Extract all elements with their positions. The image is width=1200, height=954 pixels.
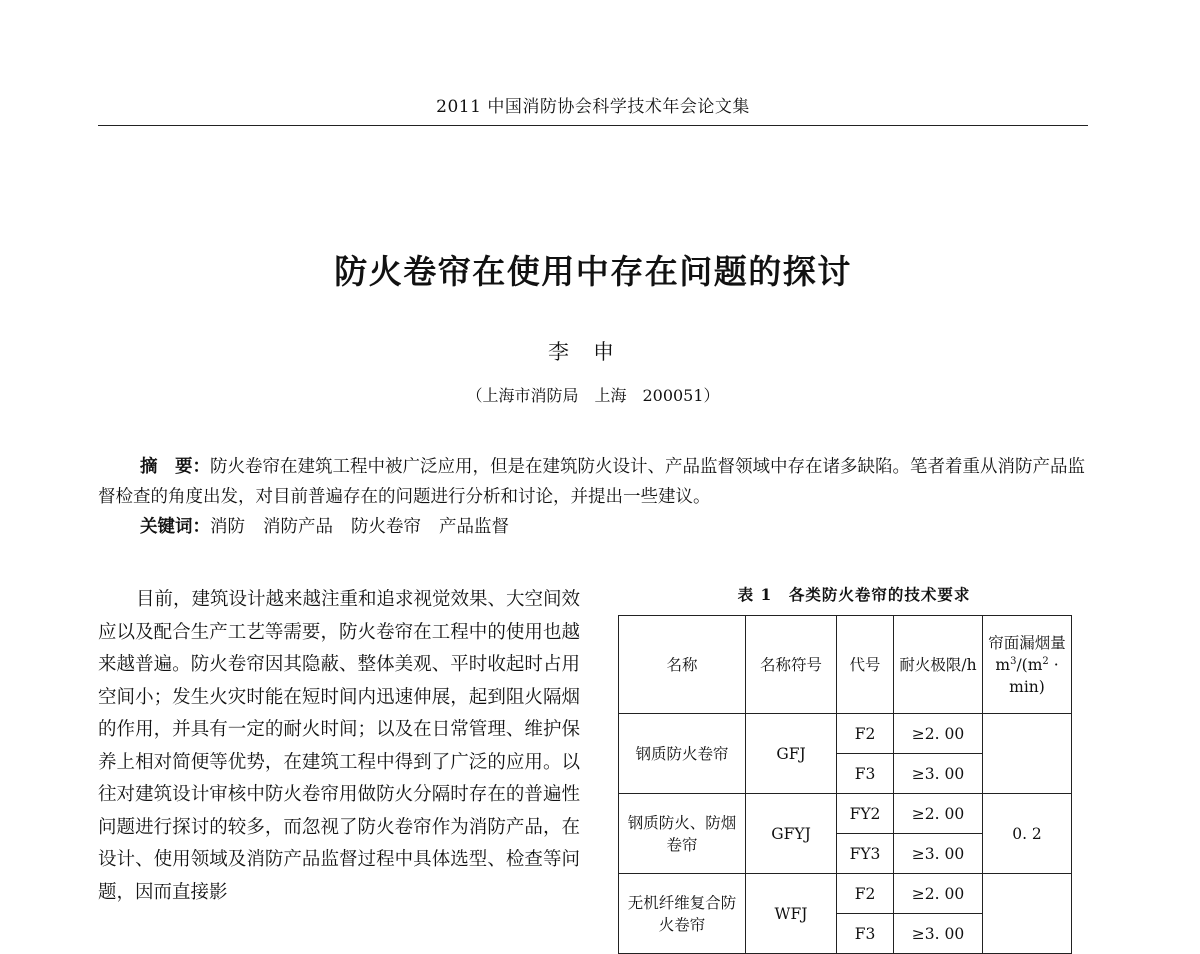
- running-head: 2011 中国消防协会科学技术年会论文集: [436, 97, 750, 117]
- cell-code: F2: [837, 874, 894, 914]
- paper-title: 防火卷帘在使用中存在问题的探讨: [334, 252, 852, 291]
- cell-leakage-empty: [983, 714, 1072, 794]
- table-row: [619, 714, 1072, 754]
- cell-fire-resistance: ≥2. 00: [894, 874, 983, 914]
- cell-code: F2: [837, 714, 894, 754]
- abstract-label: 摘 要：: [140, 457, 210, 477]
- leakage-unit: /(m: [1016, 655, 1043, 674]
- cell-leakage: 0. 2: [983, 794, 1072, 874]
- leakage-exponent: 3: [1010, 655, 1017, 667]
- header-smoke-leakage: [983, 616, 1072, 714]
- header-code: 代号: [837, 616, 894, 714]
- body-paragraph: 目前，建筑设计越来越注重和追求视觉效果、大空间效应以及配合生产工艺等需要，防火卷帘在工程中的使用也越来越普遍。防火卷帘因其隐蔽、整体美观、平时收起时占用空间小；发生火灾时能在短时间内迅速伸展，起到阻火隔烟的作用，并具有一定的耐火时间；以及在日常管理、维护保养上相对简便等优势，在建筑工程中得到了广泛的应用。以往对建筑设计审核中防火卷帘用做防火分隔时存在的普遍性问题进行探讨的较多，而忽视了防火卷帘作为消防产品，在设计、使用领域及消防产品监督过程中具体选型、检查等问题，因而直接影: [98, 589, 581, 903]
- header-name: 名称: [619, 616, 746, 714]
- cell-name: 无机纤维复合防火卷帘: [619, 874, 746, 954]
- tech-requirements-table: [618, 615, 1072, 954]
- keyword-item: 消防: [210, 517, 245, 537]
- leakage-unit-tail: · min): [1009, 655, 1059, 696]
- author-name: 李申: [548, 340, 638, 364]
- header-symbol: 名称符号: [746, 616, 837, 714]
- cell-symbol: GFYJ: [746, 794, 837, 874]
- author-affiliation: （上海市消防局 上海 200051）: [466, 386, 720, 405]
- abstract-block: [98, 452, 1098, 542]
- cell-code: FY3: [837, 834, 894, 874]
- keyword-item: 产品监督: [439, 517, 509, 537]
- header-rule: [98, 125, 1088, 126]
- cell-fire-resistance: ≥2. 00: [894, 714, 983, 754]
- cell-fire-resistance: ≥3. 00: [894, 914, 983, 954]
- leakage-label: 帘面漏烟量 m: [988, 633, 1066, 674]
- abstract-text: 防火卷帘在建筑工程中被广泛应用，但是在建筑防火设计、产品监督领域中存在诸多缺陷。笔者着重从消防产品监督检查的角度出发，对目前普遍存在的问题进行分析和讨论，并提出一些建议。: [98, 457, 1085, 507]
- table-row: [619, 794, 1072, 834]
- cell-leakage-empty: [983, 874, 1072, 954]
- header-fire-resistance: 耐火极限/h: [894, 616, 983, 714]
- cell-code: FY2: [837, 794, 894, 834]
- cell-fire-resistance: ≥2. 00: [894, 794, 983, 834]
- keyword-item: 消防产品: [263, 517, 333, 537]
- cell-code: F3: [837, 914, 894, 954]
- table-header-row: [619, 616, 1072, 714]
- cell-fire-resistance: ≥3. 00: [894, 834, 983, 874]
- cell-symbol: WFJ: [746, 874, 837, 954]
- leakage-unit-exponent: 2: [1042, 655, 1049, 667]
- cell-fire-resistance: ≥3. 00: [894, 754, 983, 794]
- abstract-paragraph: [98, 452, 1098, 512]
- keywords-line: [98, 512, 1098, 542]
- keywords-label: 关键词：: [140, 517, 210, 537]
- keyword-item: 防火卷帘: [351, 517, 421, 537]
- table-caption: 表 1 各类防火卷帘的技术要求: [737, 585, 971, 604]
- cell-symbol: GFJ: [746, 714, 837, 794]
- cell-code: F3: [837, 754, 894, 794]
- cell-name: 钢质防火卷帘: [619, 714, 746, 794]
- cell-name: 钢质防火、防烟卷帘: [619, 794, 746, 874]
- table-row: [619, 874, 1072, 914]
- body-left-column: [98, 584, 580, 909]
